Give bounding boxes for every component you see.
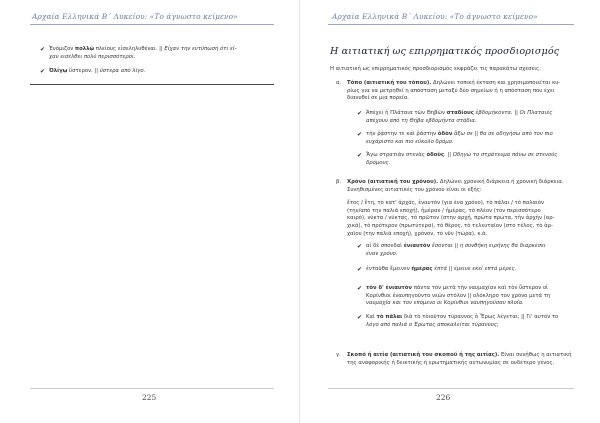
example-item: ✔ Ἄγω στρατιὰν στενὰς ὁδοὺς. || Οδηγώ το στράτευμα πάνω σε στενούς δρόμους. — [357, 152, 558, 166]
running-head: Αρχαία Ελληνικά Β΄ Λυκείου: «Το άγνωστο κείμενο» — [32, 12, 238, 21]
example-item: ✔ τὸν δ' ἐνιαυτὸν πάντα τὸν μετὰ τὴν ναυμαχίαν καὶ τὸν ὕστερον οἱ Κορίνθιοι ἐναυπηγοῦντο νεῶν στόλον || ολόκληρο τον χρόνο μετά τη ναυμαχία και τον επόμενο οι Κορίνθιοι ναυπηγούσαν πλοία. — [357, 285, 551, 307]
page-number: 226 — [436, 393, 451, 402]
subsection-c: Σκοπό ή αιτία (αιτιατική του σκοπού ή της αιτίας). Είναι συνήθως η αιτιατική της αναφορικής ή δεικτικής ή ερωτηματικής αντωνυμίας σε ουδέτερο γένος. — [347, 352, 572, 366]
example-item: ✔ Ἀπέχει ἡ Πλάταια τῶν Θηβῶν σταδίους ἑβδομήκοντα. || Οι Πλαταιές απέχουν από τη Θήβα εβδομήντα στάδια. — [357, 110, 553, 124]
header-rule — [328, 24, 574, 25]
running-head: Αρχαία Ελληνικά Β΄ Λυκείου: «Το άγνωστο κείμενο» — [332, 12, 538, 21]
example-item: ✔ Καὶ τὸ πάλαι διὰ τὸ τοιοῦτον τύραννος ὁ Ἔρως λέγεται; || Γι' αυτόν το λόγο από παλιά ο Έρωτας αποκαλείται τύραννος; — [357, 314, 559, 328]
checkmark-icon: ✔ — [357, 110, 363, 117]
footer-rule — [30, 388, 274, 389]
example-item: ✔ τὴν ῥᾴστην τε καὶ ῥάστην ὁδὸν ἄξω σε || θα σε οδηγήσω από τον πιο ευχάριστο και πιο εύκολο δρόμο. — [357, 131, 553, 145]
checkmark-icon: ✔ — [357, 152, 363, 159]
list-marker: β. — [336, 179, 342, 185]
section-title: Η αιτιατική ως επιρρηματικός προσδιορισμός — [330, 46, 560, 57]
checkmark-icon: ✔ — [357, 243, 363, 250]
list-marker: γ. — [336, 352, 341, 358]
checkmark-icon: ✔ — [40, 68, 46, 75]
page-number: 225 — [142, 393, 157, 402]
checkmark-icon: ✔ — [357, 131, 363, 138]
time-expressions-list: ἔτος / ἔτη, τὸ κατ' ἀρχάς, ἐναυτὸν (για ένα χρόνο), τὸ πάλαι / τὸ παλαιὸν (την/από την παλιά εποχή), ἡμέραν / ἡμέρας, τὸ πλέον (τον περισσότερο καιρό), νύκτα / νύκτας, τὸ πρῶτον (στην αρχή, πρώτα πρώτα, τὴν ἀρχὴν (αρ- χικά), τὸ πρότερον (πρωτύτερα), τὸ θέρος, τὸ τελευταῖον (στο τέλος, τὸ ἀρ- χαῖον (την παλιά εποχή), χρόνον, τὸ νῦν (τώρα), κ.ά. — [347, 200, 555, 237]
subsection-a: Τόπο (αιτιατική του τόπου). Δηλώνει τοπική έκταση και χρησιμοποιείται κυ- ρίως για να μετρηθεί η απόσταση μεταξύ δύο σημείων ή η απόσταση που έχει διανυθεί σε μια πορεία. — [347, 80, 561, 102]
list-marker: α. — [336, 80, 342, 86]
footer-rule — [328, 388, 574, 389]
header-rule — [30, 24, 274, 25]
right-page — [300, 0, 600, 423]
checkmark-icon: ✔ — [40, 46, 46, 53]
checkmark-icon: ✔ — [357, 285, 363, 292]
intro-paragraph: Η αιτιατική ως επιρρηματικός προσδιορισμός εκφράζει τις παρακάτω σχέσεις: — [330, 66, 542, 72]
example-item: ✔ Ἐνόμιζον πολλῷ πλείους εἰσεληλυθέναι. || Είχαν την εντύπωση ότι εί- χαν εισέλθει πολύ περισσότεροι. — [40, 46, 237, 60]
section-rule — [30, 84, 274, 85]
example-item: ✔ αἱ δὲ σπονδαὶ ἐνιαυτὸν ἔσονται || η συνθήκη ειρήνης θα διαρκέσει έναν χρόνο. — [357, 243, 546, 257]
checkmark-icon: ✔ — [357, 314, 363, 321]
example-item: ✔ Ὀλίγῳ ὕστερον. || ύστερα από λίγο. — [40, 68, 146, 75]
checkmark-icon: ✔ — [357, 266, 363, 273]
subsection-b: Χρόνο (αιτιατική του χρόνου). Δηλώνει χρονική διάρκεια ή χρονική διάρκεια. Συνηθισμένες αιτιατικές του χρόνου είναι οι εξής: — [347, 179, 564, 193]
example-item: ✔ ἐνταῦθα ἔμεινεν ἡμέρας ἑπτά || έμεινε εκεί επτά μέρες. — [357, 266, 517, 273]
